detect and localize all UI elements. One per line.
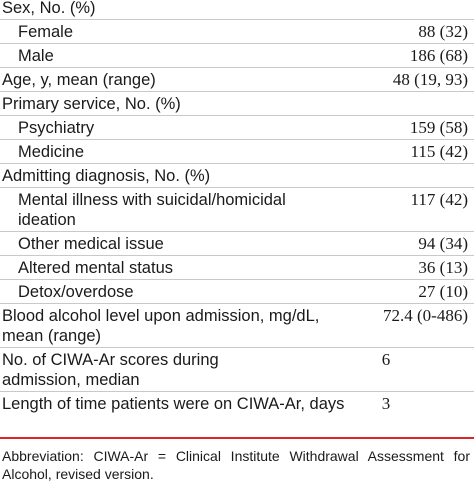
- row-value: 94 (34): [418, 234, 468, 253]
- row-value: 159 (58): [409, 118, 468, 137]
- table-row: [0, 232, 474, 256]
- row-value: 48 (19, 93): [392, 70, 468, 89]
- table-row: [0, 92, 474, 116]
- table-row: [0, 44, 474, 68]
- row-label: Age, y, mean (range): [2, 71, 156, 89]
- row-label: Blood alcohol level upon admission, mg/dL, mean (range): [2, 307, 320, 345]
- row-label: Admitting diagnosis, No. (%): [2, 167, 211, 185]
- row-value: 3: [381, 394, 391, 413]
- row-value: 117 (42): [410, 190, 468, 209]
- table-row: [0, 304, 474, 348]
- table-row: [0, 68, 474, 92]
- row-label: Primary service, No. (%): [2, 95, 181, 113]
- row-label: Sex, No. (%): [2, 0, 96, 17]
- table-row: [0, 0, 474, 20]
- row-label: Psychiatry: [18, 119, 95, 137]
- table-row: [0, 164, 474, 188]
- table-row: [0, 116, 474, 140]
- row-value: 36 (13): [418, 258, 468, 277]
- table-row: [0, 188, 474, 232]
- table-row: [0, 256, 474, 280]
- row-value: 27 (10): [418, 282, 468, 301]
- row-label: Mental illness with suicidal/homicidal ideation: [18, 191, 286, 229]
- table-row: [0, 140, 474, 164]
- table-row: [0, 20, 474, 44]
- table-footnote: Abbreviation: CIWA-Ar = Clinical Institute Withdrawal Assessment for Alcohol, revised version.: [2, 448, 470, 482]
- row-value: 186 (68): [409, 46, 468, 65]
- table-row: [0, 348, 474, 392]
- row-label: Other medical issue: [18, 235, 164, 253]
- row-label: Female: [18, 23, 74, 41]
- row-label: Altered mental status: [18, 259, 173, 277]
- table-bottom-rule: [0, 437, 474, 439]
- row-value: 88 (32): [418, 22, 468, 41]
- table-row: [0, 392, 474, 418]
- row-label: No. of CIWA-Ar scores during admission, median: [2, 351, 219, 389]
- row-label: Length of time patients were on CIWA-Ar, days: [2, 395, 345, 413]
- table-row: [0, 280, 474, 304]
- row-label: Detox/overdose: [18, 283, 134, 301]
- row-value: 6: [381, 350, 391, 369]
- row-value: 72.4 (0-486): [383, 306, 468, 325]
- row-label: Medicine: [18, 143, 85, 161]
- row-value: 115 (42): [410, 142, 468, 161]
- row-label: Male: [18, 47, 54, 65]
